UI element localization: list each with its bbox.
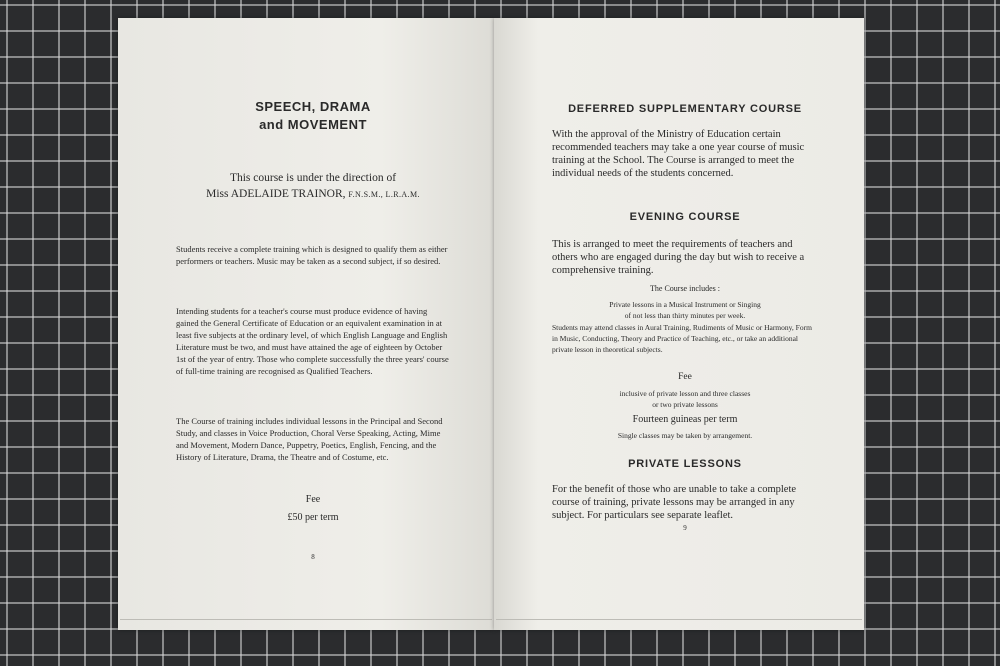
deferred-course-heading: DEFERRED SUPPLEMENTARY COURSE xyxy=(568,103,802,115)
training-paragraph: Students receive a complete training which is designed to qualify them as either performers or teachers. Music may be taken as a second subject, if so desired. xyxy=(176,244,448,266)
left-page-number: 8 xyxy=(311,553,315,561)
right-fee-label: Fee xyxy=(678,372,692,382)
teacher-course-paragraph: Intending students for a teacher's course must produce evidence of having gained the General Certificate of Education or an equivalent examination in at least five subjects at the ordinary level, of which English Language and English Literature must be two, and must have attained the age of eighteen by October 1st of the year of entry. Those who complete successfully the three years' course of full-time training are recognised as Qualified Teachers. xyxy=(176,306,449,376)
open-booklet xyxy=(118,18,864,630)
right-fee-amount: Fourteen guineas per term xyxy=(632,414,738,425)
private-lessons-line-2: of not less than thirty minutes per week. xyxy=(624,311,746,320)
fee-inclusive-line-1: inclusive of private lesson and three classes xyxy=(619,389,751,398)
right-fee-block xyxy=(552,371,818,441)
private-lessons-detail xyxy=(552,299,818,321)
private-lessons-heading: PRIVATE LESSONS xyxy=(628,458,742,470)
left-fee-label: Fee xyxy=(305,494,321,505)
left-page xyxy=(118,18,494,630)
left-page-edge xyxy=(120,619,492,620)
speech-drama-title xyxy=(176,98,450,134)
left-fee-amount: £50 per term xyxy=(287,512,339,523)
deferred-course-text: With the approval of the Ministry of Education certain recommended teachers may take a one year course of music training at the School. The Course is arranged to meet the individual needs of the students concerned. xyxy=(552,129,805,179)
single-classes-note: Single classes may be taken by arrangement. xyxy=(617,431,753,440)
right-page-edge xyxy=(496,619,862,620)
evening-course-heading: EVENING COURSE xyxy=(629,211,741,223)
director-credentials: F.N.S.M., L.R.A.M. xyxy=(348,190,420,199)
private-lessons-text: For the benefit of those who are unable to take a complete course of training, private lessons may be arranged in any subject. For particulars see separate leaflet. xyxy=(552,484,797,521)
director-name: Miss ADELAIDE TRAINOR, xyxy=(206,188,346,200)
direction-line: This course is under the direction of xyxy=(229,172,397,184)
director-line xyxy=(176,186,450,203)
director-block xyxy=(176,170,450,203)
private-lessons-line-1: Private lessons in a Musical Instrument or Singing xyxy=(609,300,761,309)
right-page xyxy=(494,18,864,630)
evening-course-text: This is arranged to meet the requirements of teachers and others who are engaged during the day but wish to receive a comprehensive training. xyxy=(552,239,805,276)
course-includes-label: The Course includes : xyxy=(650,284,720,293)
right-page-number: 9 xyxy=(683,524,687,532)
title-line-1: SPEECH, DRAMA xyxy=(255,99,371,114)
course-content-paragraph: The Course of training includes individual lessons in the Principal and Second Study, and classes in Voice Production, Choral Verse Speaking, Acting, Mime and Movement, Modern Dance, Puppetry, Poetics, English, Fencing, and the History of Literature, Drama, the Theatre and of Costume, etc. xyxy=(176,416,443,462)
title-line-2: and MOVEMENT xyxy=(259,117,367,132)
classes-text: Students may attend classes in Aural Training, Rudiments of Music or Harmony, Form in Music, Conducting, Theory and Practice of Teaching, etc., or take an additional private lesson in theoretical subjects. xyxy=(552,323,812,354)
fee-inclusive-line-2: or two private lessons xyxy=(652,400,718,409)
left-fee-block xyxy=(176,493,450,525)
